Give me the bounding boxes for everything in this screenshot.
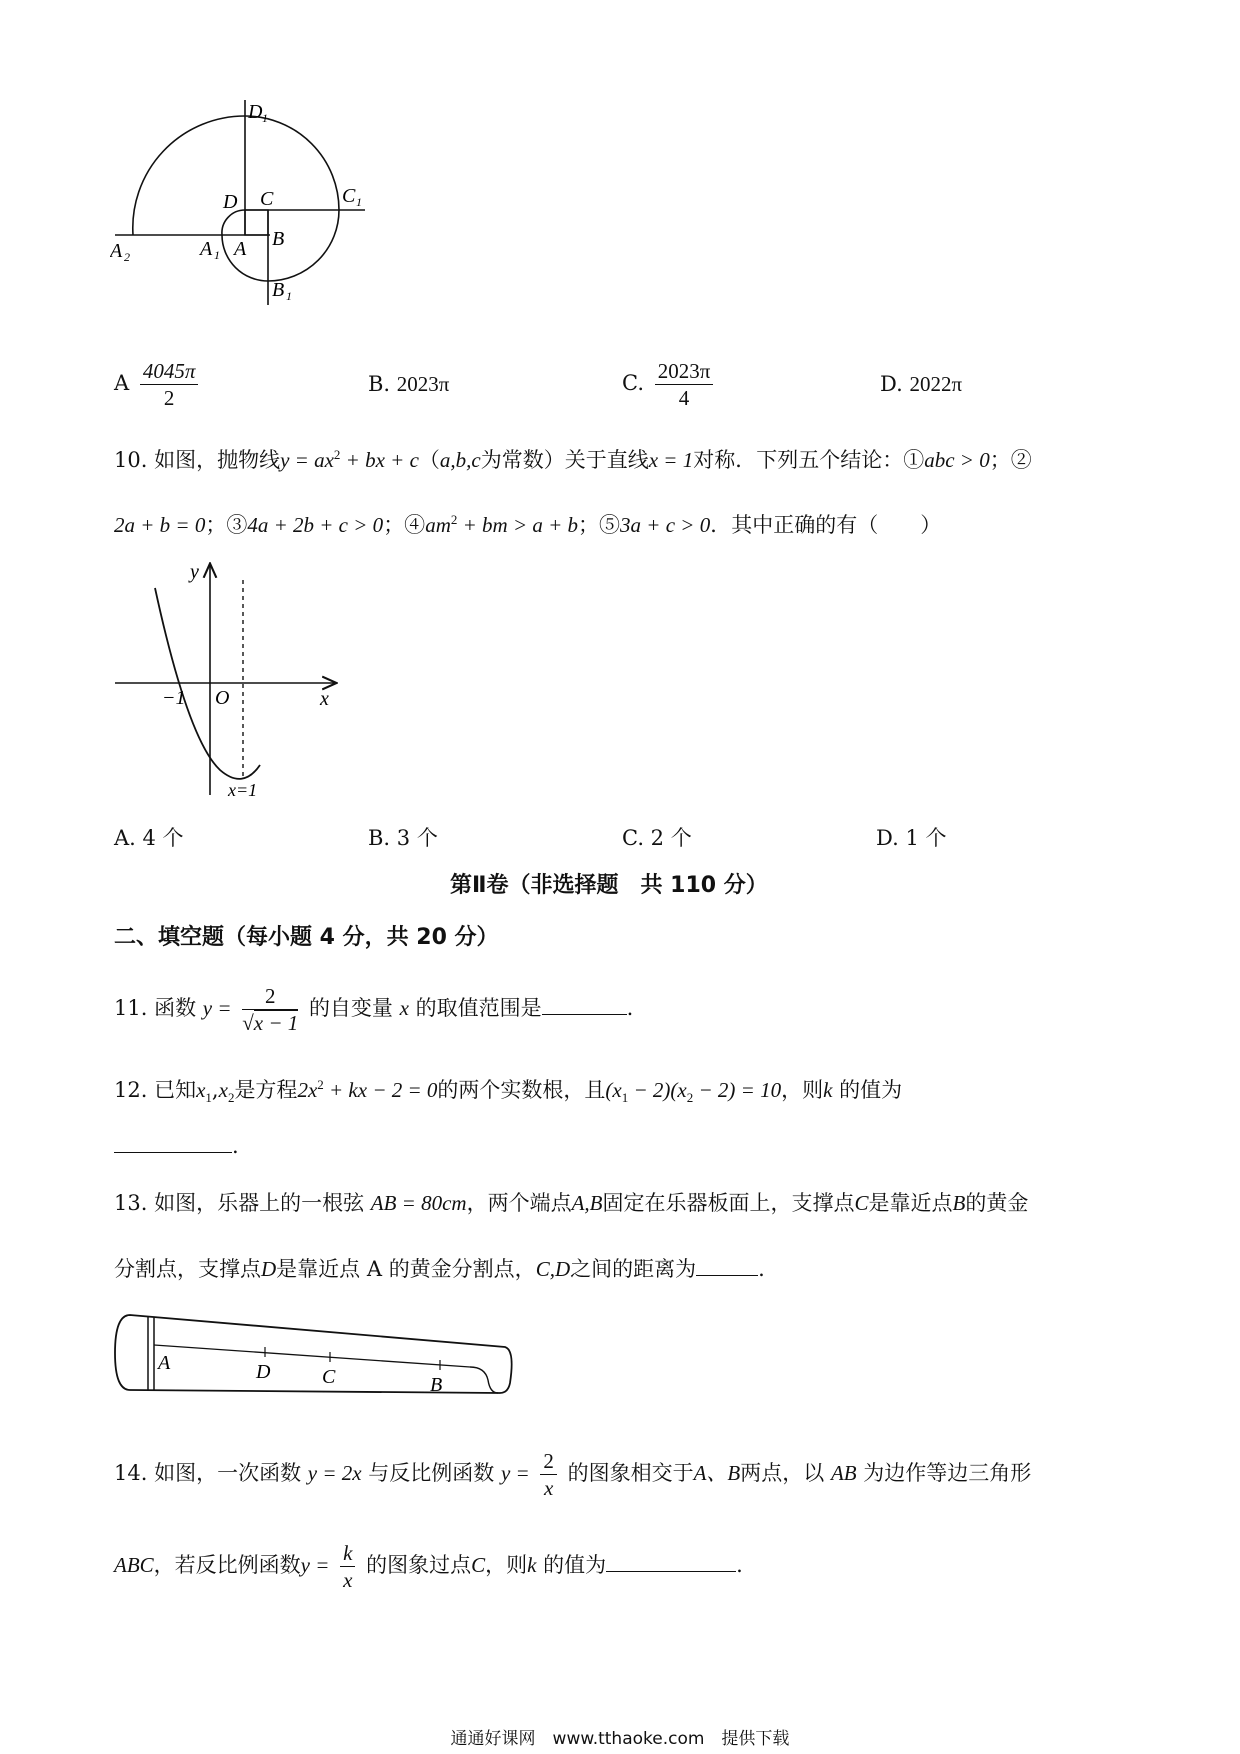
section-title: 第Ⅱ卷（非选择题 共 110 分） xyxy=(450,873,768,898)
label-a1: A xyxy=(200,238,213,260)
q13-line-2: 分割点，支撑点D是靠近点 A 的黄金分割点，C,D之间的距离为 . xyxy=(114,1253,765,1284)
q11-answer-blank[interactable] xyxy=(542,992,627,1015)
q9-option-c: C. $\frac{2023\pi}{4}$ xyxy=(622,358,717,411)
label-b1: B xyxy=(272,279,285,301)
string-ab xyxy=(154,1345,470,1367)
instrument-label-c: C xyxy=(322,1366,336,1388)
q10-option-a: A. 4 个 xyxy=(114,826,184,850)
instrument-label-b: B xyxy=(430,1374,443,1396)
q13-line-1: 13. 如图，乐器上的一根弦 AB = 80cm，两个端点A,B固定在乐器板面上，支撑点C是靠近点B的黄金 xyxy=(114,1191,1029,1215)
q14-answer-blank[interactable] xyxy=(606,1549,736,1572)
neg1-label: −1 xyxy=(162,687,186,709)
label-c1: C xyxy=(342,185,356,207)
q9-option-d: D. 2022π xyxy=(880,372,963,396)
q10-option-d: D. 1 个 xyxy=(876,826,947,850)
q12-line-2: . xyxy=(114,1130,239,1161)
label-b: B xyxy=(272,228,285,250)
part2-heading: 二、填空题（每小题 4 分，共 20 分） xyxy=(114,925,499,950)
instrument-figure xyxy=(110,1305,520,1405)
q12-answer-blank[interactable] xyxy=(114,1130,232,1153)
q10-line-1: 10. 如图，抛物线$y = ax^2$ + bx + c（a,b,c为常数）关于直线x = 1对称．下列五个结论：①abc > 0；② xyxy=(114,447,1032,472)
label-c: C xyxy=(260,188,274,210)
instrument-label-a: A xyxy=(158,1352,171,1374)
label-d1: D xyxy=(248,101,263,123)
q9-option-b: B. 2023π xyxy=(368,372,450,396)
y-axis-label: y xyxy=(190,561,199,583)
footer-credit: 通通好课网 www.tthaoke.com 提供下载 xyxy=(450,1729,790,1749)
q13-answer-blank[interactable] xyxy=(696,1253,758,1276)
instrument-label-d: D xyxy=(256,1361,271,1383)
label-d: D xyxy=(223,191,238,213)
label-c1-sub: 1 xyxy=(356,195,362,209)
parabola-figure xyxy=(110,560,350,800)
origin-label: O xyxy=(215,687,230,709)
q10-option-c: C. 2 个 xyxy=(622,826,692,850)
symmetry-label: x=1 xyxy=(228,780,258,800)
q14-line-2: ABC，若反比例函数y = $\frac{k}{x}$ 的图象过点C，则k 的值为 . xyxy=(114,1541,743,1592)
spiral-figure xyxy=(110,100,410,340)
q9-option-a: A $\frac{4045\pi}{2}$ xyxy=(114,358,202,411)
label-d1-sub: 1 xyxy=(262,111,268,125)
label-a: A xyxy=(234,238,247,260)
label-b1-sub: 1 xyxy=(286,289,292,303)
x-axis-label: x xyxy=(320,688,329,710)
label-a2-sub: 2 xyxy=(124,250,130,264)
q12-line-1: 12. 已知$x_1,x_2$是方程$2x^2$ + kx − 2 = 0的两个实数根，且$(x_1 - 2)(x_2 - 2) = 10$，则k 的值为 xyxy=(114,1077,903,1106)
label-a2: A xyxy=(110,240,123,262)
q14-line-1: 14. 如图，一次函数 y = 2x 与反比例函数 y = $\frac{2}{x}$ 的图象相交于A、B两点，以 AB 为边作等边三角形 xyxy=(114,1449,1032,1500)
q10-line-2: 2a + b = 0；③4a + 2b + c > 0；$④am^2$ + bm > a + b；⑤3a + c > 0．其中正确的有（ ） xyxy=(114,512,942,537)
q10-option-b: B. 3 个 xyxy=(368,826,438,850)
q11: 11. 函数 y = $\frac{2}{√x - 1}$ 的自变量 x 的取值范围是 . xyxy=(114,984,634,1035)
label-a1-sub: 1 xyxy=(214,248,220,262)
